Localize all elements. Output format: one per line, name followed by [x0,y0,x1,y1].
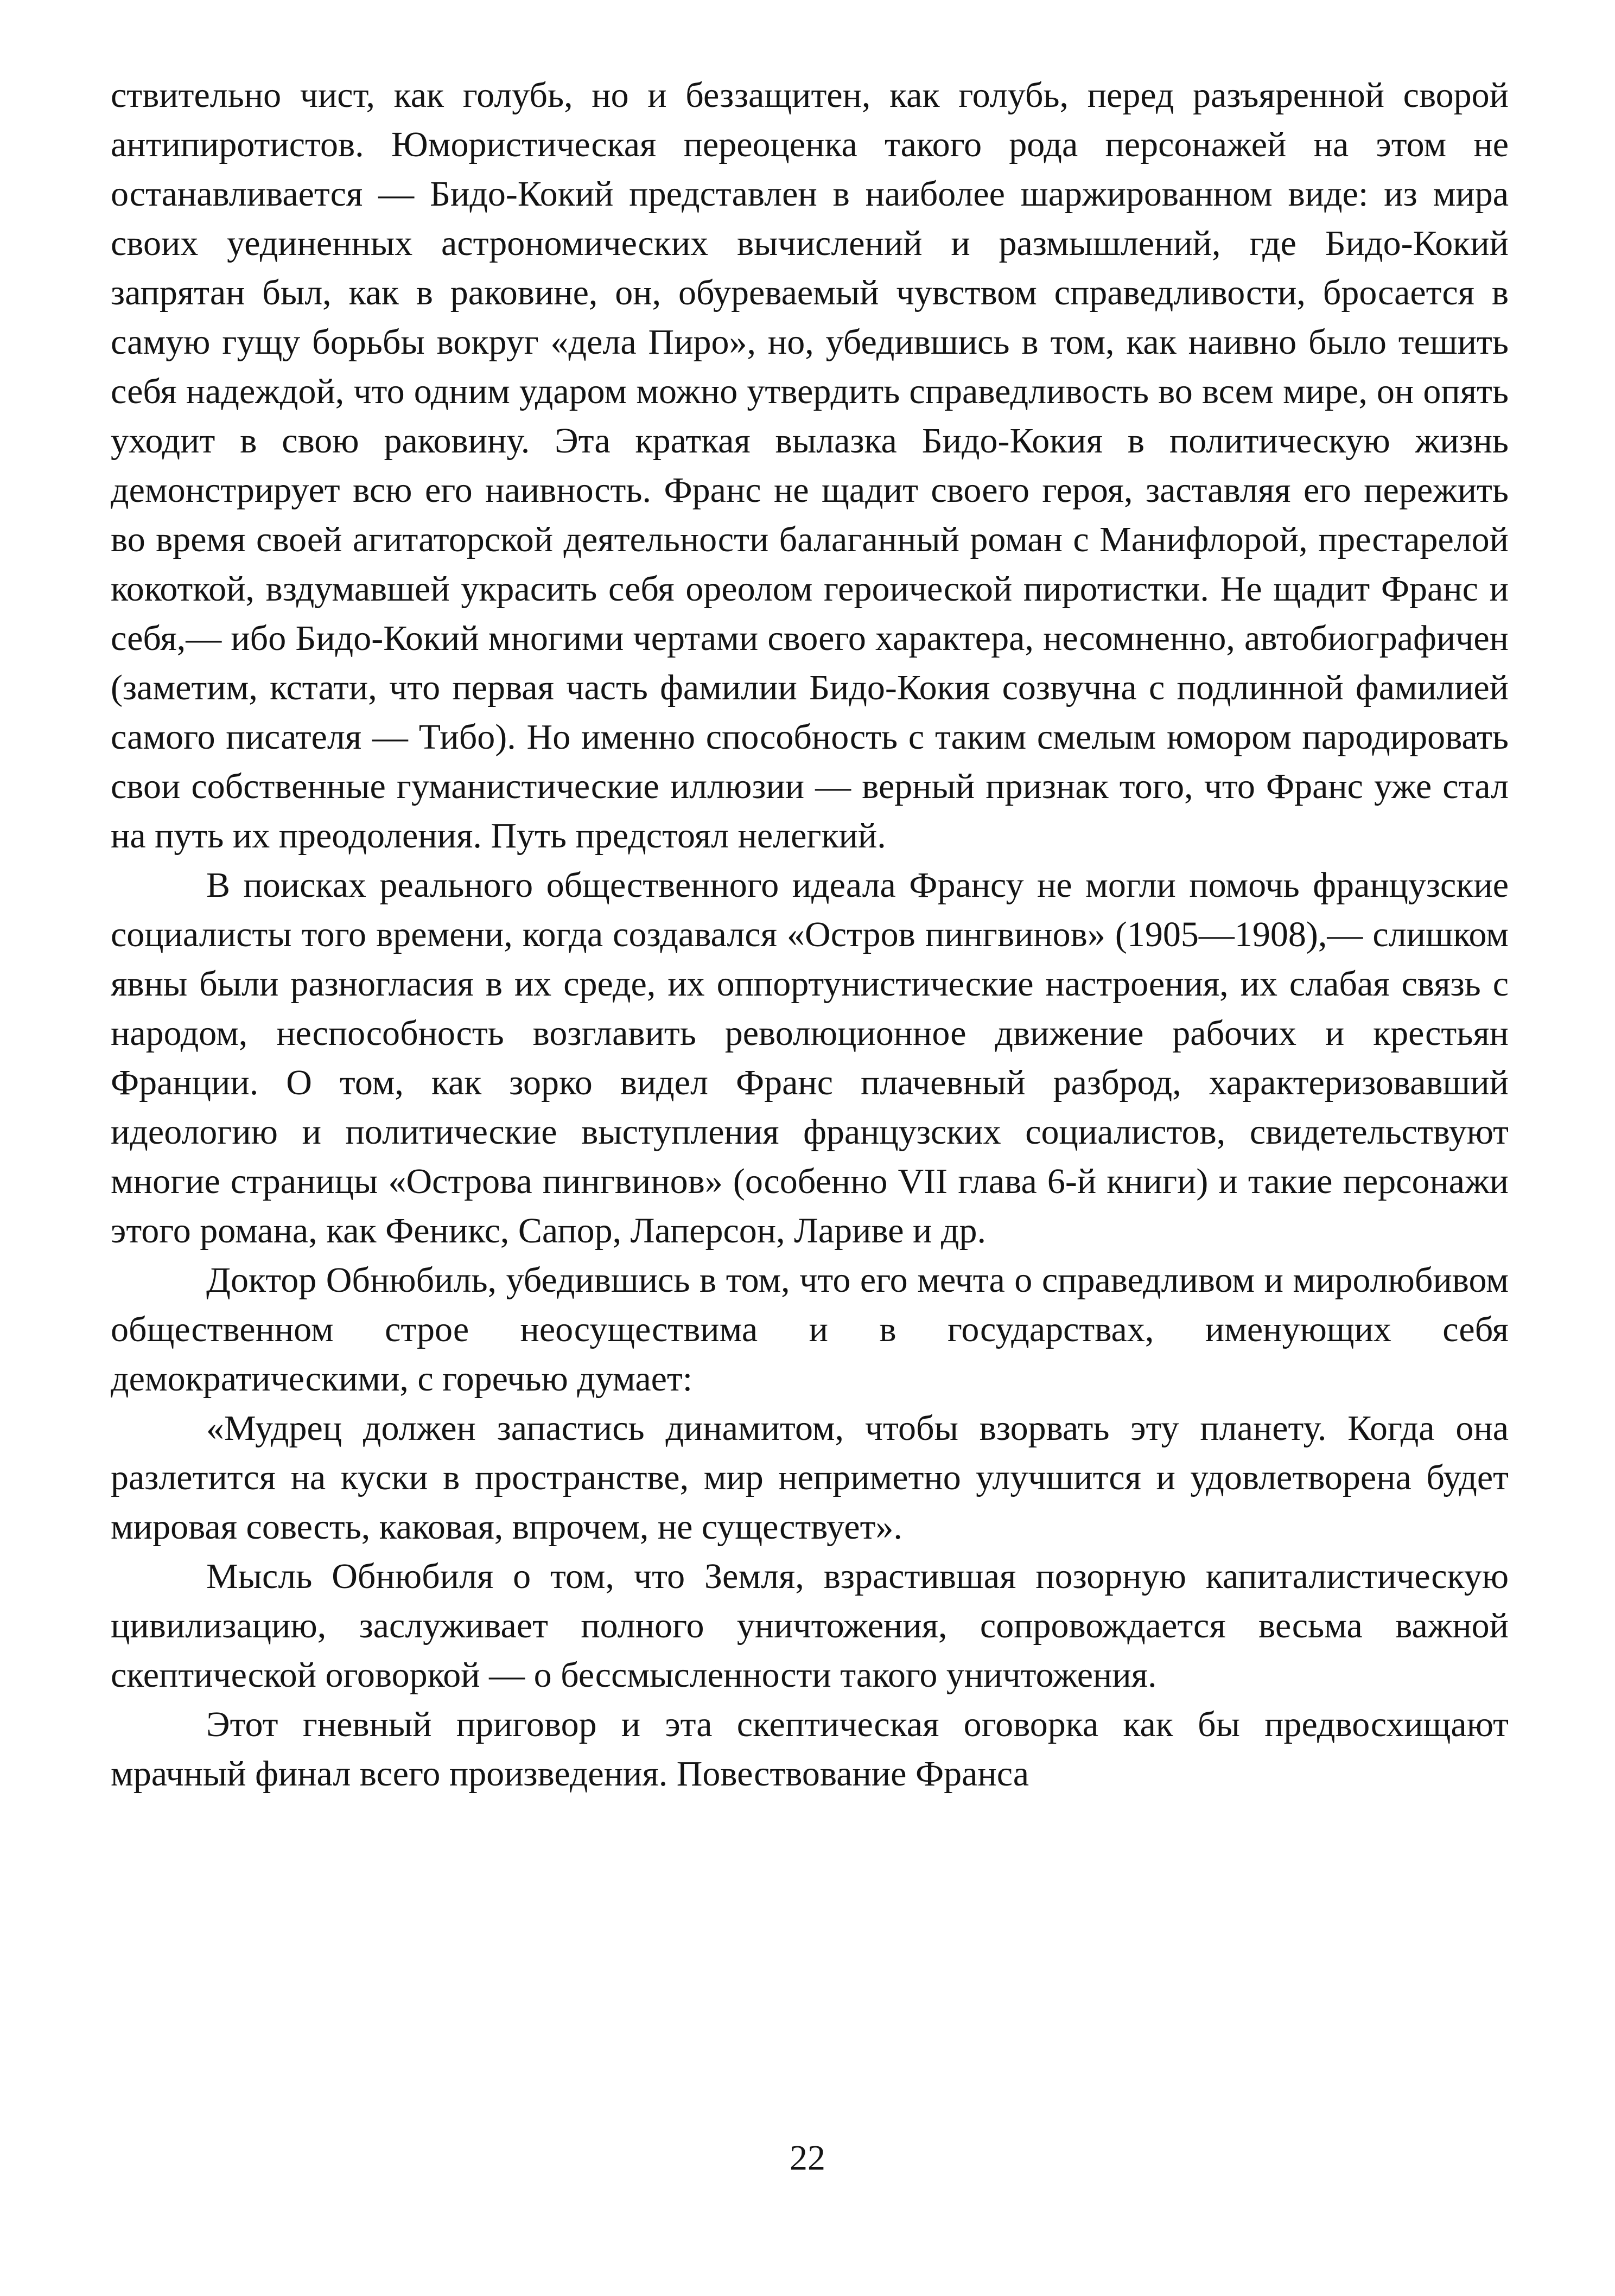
paragraph-obnubil-thought: Мысль Обнюбиля о том, что Земля, взрастившая позорную капиталистическую цивилизацию, заслуживает полного уничтожения, сопровождается весьма важной скептической оговоркой — о бессмысленности такого уничтожения. [111,1557,1509,1695]
paragraph-verdict: Этот гневный приговор и эта скептическая оговорка как бы предвосхищают мрачный финал всего произведения. Повествование Франса [111,1705,1509,1794]
page-body [111,71,1509,1798]
paragraph-socialists: В поисках реального общественного идеала Франсу не могли помочь французские социалисты того времени, когда создавался «Остров пингвинов» (1905—1908),— слишком явны были разногласия в их среде, их оппортунистические настроения, их слабая связь с народом, неспособность возглавить революционное движение рабочих и крестьян Франции. О том, как зорко видел Франс плачевный разброд, характеризовавший идеологию и политические выступления французских социалистов, свидетельствуют многие страницы «Острова пингвинов» (особенно VII глава 6-й книги) и такие персонажи этого романа, как Феникс, Сапор, Лаперсон, Лариве и др. [111,865,1509,1251]
paragraph-quote: «Мудрец должен запастись динамитом, чтобы взорвать эту планету. Когда она разлетится на куски в пространстве, мир неприметно улучшится и удовлетворена будет мировая совесть, каковая, впрочем, не существует». [111,1408,1509,1547]
page-number: 22 [790,2138,825,2178]
paragraph-obnubil-intro: Доктор Обнюбиль, убедившись в том, что его мечта о справедливом и миролюбивом общественном строе неосуществима и в государствах, именующих себя демократическими, с горечью думает: [111,1260,1509,1399]
paragraph-continuation: ствительно чист, как голубь, но и беззащитен, как голубь, перед разъяренной сворой антипиротистов. Юмористическая переоценка такого рода персонажей на этом не останавливается — Бидо-Кокий представлен в наиболее шаржированном виде: из мира своих уединенных астрономических вычислений и размышлений, где Бидо-Кокий запрятан был, как в раковине, он, обуреваемый чувством справедливости, бросается в самую гущу борьбы вокруг «дела Пиро», но, убедившись в том, как наивно было тешить себя надеждой, что одним ударом можно утвердить справедливость во всем мире, он опять уходит в свою раковину. Эта краткая вылазка Бидо-Кокия в политическую жизнь демонстрирует всю его наивность. Франс не щадит своего героя, заставляя его пережить во время своей агитаторской деятельности балаганный роман с Манифлорой, престарелой кокоткой, вздумавшей украсить себя ореолом героической пиротистки. Не щадит Франс и себя,— ибо Бидо-Кокий многими чертами своего характера, несомненно, автобиографичен (заметим, кстати, что первая часть фамилии Бидо-Кокия созвучна с подлинной фамилией самого писателя — Тибо). Но именно способность с таким смелым юмором пародировать свои собственные гуманистические иллюзии — верный признак того, что Франс уже стал на путь их преодоления. Путь предстоял нелегкий. [111,75,1509,856]
